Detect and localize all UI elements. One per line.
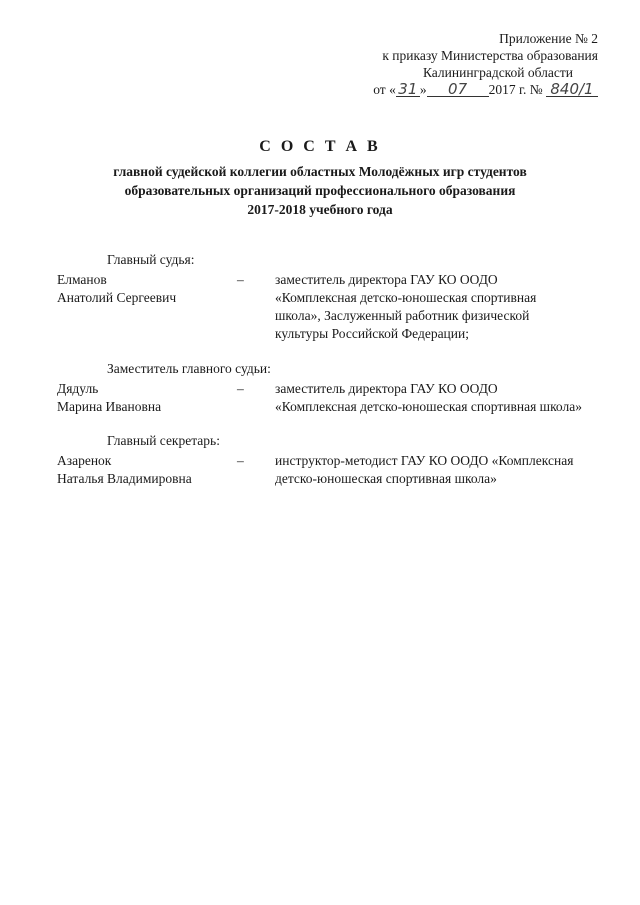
position-line: заместитель директора ГАУ КО ООДО xyxy=(275,272,498,287)
member-name xyxy=(57,380,237,416)
appendix-header xyxy=(358,30,598,98)
handwritten-day: 31 xyxy=(396,82,420,97)
position-line: «Комплексная детско-юношеская спортивная xyxy=(275,290,537,305)
position-line: школа», Заслуженный работник физической xyxy=(275,308,530,323)
title-heading: С О С Т А В xyxy=(259,138,381,155)
title-line-2: образовательных организаций профессионального образования xyxy=(124,183,516,198)
dash-separator: – xyxy=(237,381,244,396)
title-line-1: главной судейской коллегии областных Молодёжных игр студентов xyxy=(113,164,527,179)
role-label: Заместитель главного судьи: xyxy=(107,361,271,376)
document-title xyxy=(0,138,640,219)
position-line: заместитель директора ГАУ КО ООДО xyxy=(275,381,498,396)
position-line: детско-юношеская спортивная школа» xyxy=(275,471,497,486)
date-mid: » xyxy=(419,82,427,97)
member-name xyxy=(57,271,237,343)
member-surname: Дядуль xyxy=(57,381,99,396)
title-line-3: 2017-2018 учебного года xyxy=(247,202,393,217)
member-entry xyxy=(57,452,617,488)
position-line: «Комплексная детско-юношеская спортивная школа» xyxy=(275,399,582,414)
deputy-chief-judge-section xyxy=(57,360,617,416)
position-line: инструктор-методист ГАУ КО ООДО «Комплексная xyxy=(275,453,574,468)
appendix-label: Приложение № 2 xyxy=(499,31,598,46)
member-surname: Елманов xyxy=(57,272,107,287)
dash-separator: – xyxy=(237,453,244,468)
role-label: Главный секретарь: xyxy=(107,433,220,448)
chief-judge-section xyxy=(57,251,617,343)
member-name xyxy=(57,452,237,488)
member-entry xyxy=(57,380,617,416)
member-given-name: Наталья Владимировна xyxy=(57,471,192,486)
member-position xyxy=(275,271,617,343)
dash-separator: – xyxy=(237,272,244,287)
order-reference: к приказу Министерства образования xyxy=(382,48,598,63)
region-name: Калининградской области xyxy=(422,65,574,80)
order-date-line xyxy=(358,81,598,98)
member-given-name: Анатолий Сергеевич xyxy=(57,290,177,305)
date-year: 2017 г. № xyxy=(488,82,543,97)
date-prefix: от « xyxy=(373,82,396,97)
member-entry xyxy=(57,271,617,343)
handwritten-order-number: 840/1 xyxy=(546,82,598,97)
member-surname: Азаренок xyxy=(57,453,112,468)
member-position xyxy=(275,380,617,416)
position-line: культуры Российской Федерации; xyxy=(275,326,469,341)
role-label: Главный судья: xyxy=(107,252,195,267)
member-position xyxy=(275,452,617,488)
handwritten-month: 07 xyxy=(427,82,489,97)
member-given-name: Марина Ивановна xyxy=(57,399,162,414)
chief-secretary-section xyxy=(57,432,617,488)
